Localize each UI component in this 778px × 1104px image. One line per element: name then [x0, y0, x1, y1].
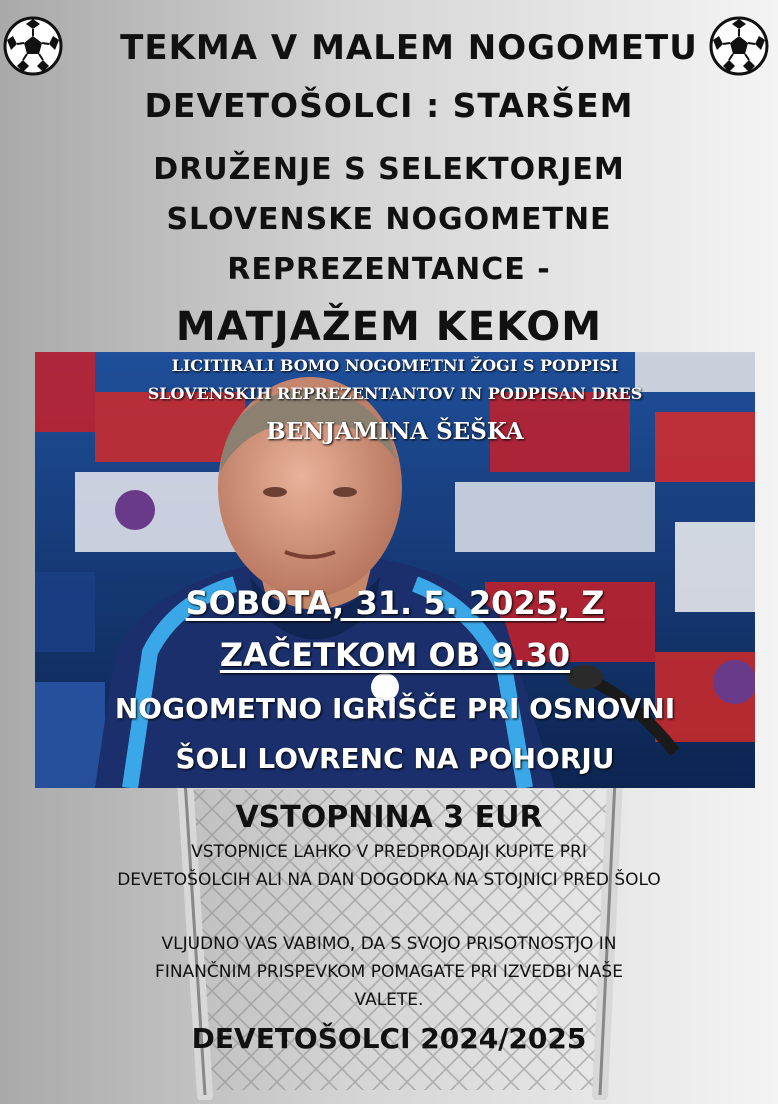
tickets-line-1: VSTOPNICE LAHKO V PREDPRODAJI KUPITE PRI — [191, 842, 587, 862]
invite-line-2: FINANČNIM PRISPEVKOM POMAGATE PRI IZVEDBI NAŠE — [155, 962, 623, 982]
auction-line-3: BENJAMINA ŠEŠKA — [266, 418, 524, 445]
venue-line-2: ŠOLI LOVRENC NA POHORJU — [175, 742, 615, 775]
meetup-line-1: DRUŽENJE S SELEKTORJEM — [153, 152, 625, 187]
entry-fee: VSTOPNINA 3 EUR — [235, 800, 543, 835]
coach-name: MATJAŽEM KEKOM — [175, 304, 603, 350]
event-start-time: ZAČETKOM OB 9.30 — [219, 636, 571, 674]
tickets-line-2: DEVETOŠOLCIH ALI NA DAN DOGODKA NA STOJNICI PRED ŠOLO — [117, 870, 661, 890]
event-title: TEKMA V MALEM NOGOMETU — [120, 28, 698, 68]
coach-photo — [35, 352, 755, 788]
venue-line-1: NOGOMETNO IGRIŠČE PRI OSNOVNI — [114, 692, 676, 725]
invite-line-3: VALETE. — [354, 990, 424, 1010]
meetup-line-2: SLOVENSKE NOGOMETNE — [166, 202, 612, 237]
event-subtitle: DEVETOŠOLCI : STARŠEM — [144, 86, 634, 125]
event-date: SOBOTA, 31. 5. 2025, Z — [185, 584, 605, 622]
auction-line-1: LICITIRALI BOMO NOGOMETNI ŽOGI S PODPISI — [171, 356, 619, 375]
invite-line-1: VLJUDNO VAS VABIMO, DA S SVOJO PRISOTNOSTJO IN — [161, 934, 617, 954]
meetup-line-3: REPREZENTANCE - — [227, 252, 551, 287]
auction-line-2: SLOVENSKIH REPREZENTANTOV IN PODPISAN DRES — [147, 384, 643, 403]
organizer-signature: DEVETOŠOLCI 2024/2025 — [191, 1022, 587, 1055]
